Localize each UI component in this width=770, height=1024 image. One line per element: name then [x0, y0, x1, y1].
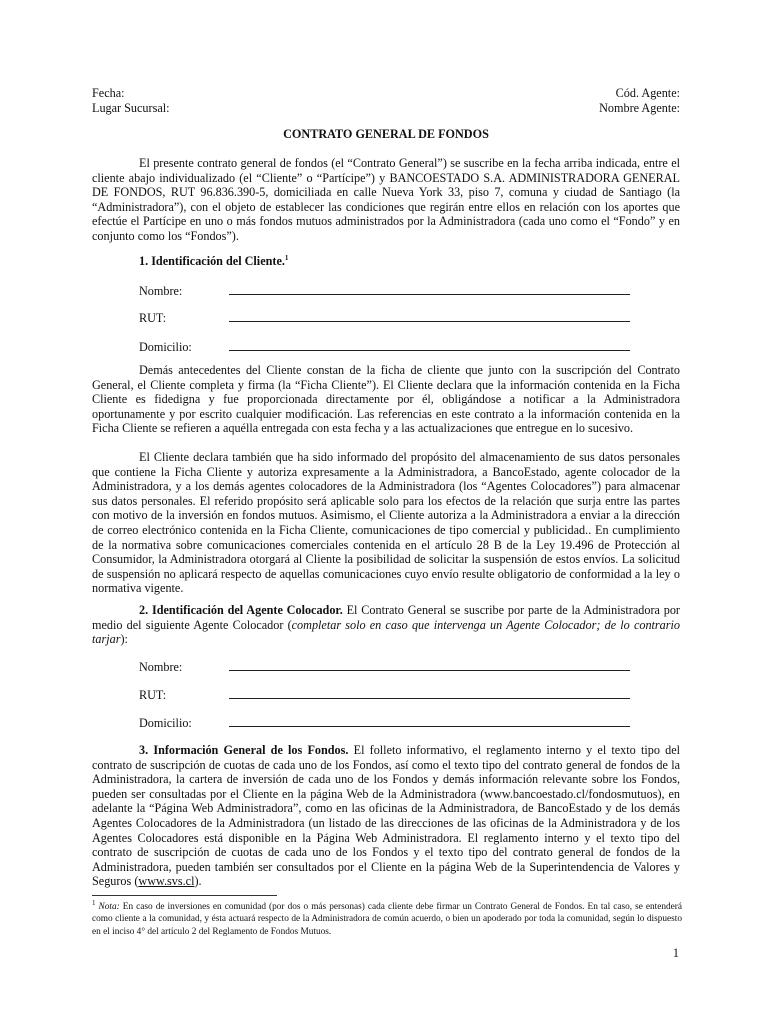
- section1-paragraph-1: Demás antecedentes del Cliente constan de la ficha de cliente que junto con la suscripción del Contrato General, el Cliente completa y firma (la “Ficha Cliente”). El Cliente declara que la información contenida en la Ficha Cliente es fidedigna y fue proporcionada directamente por él, obligándose a notificar a la Administradora oportunamente y por escrito cualquier modificación. Las referencias en este contrato a la información contenida en la Ficha Cliente se refieren a aquélla entregada con esta fecha y a las actualizaciones que entregue en lo sucesivo.: [92, 363, 680, 436]
- agent-name-label: Nombre:: [139, 660, 183, 674]
- header-lugar-sucursal: Lugar Sucursal:: [92, 101, 170, 115]
- intro-paragraph: El presente contrato general de fondos (el “Contrato General”) se suscribe en la fecha arriba indicada, entre el cliente abajo individualizado (el “Cliente” o “Partícipe”) y BANCOESTADO S.A. ADMINISTRADORA GENERAL DE FONDOS, RUT 96.836.390-5, domiciliada en calle Nueva York 33, piso 7, comuna y ciudad de Santiago (la “Administradora”), con el objeto de establecer las condiciones que regirán entre ellos en relación con los aportes que efectúe el Partícipe en uno o más fondos mutuos administrados por la Administradora (cada uno como el “Fondo” y en conjunto como los “Fondos”).: [92, 156, 680, 243]
- client-rut-label: RUT:: [139, 311, 167, 325]
- section2-heading: 2. Identificación del Agente Colocador.: [139, 603, 343, 617]
- client-name-label: Nombre:: [139, 284, 183, 298]
- section1-heading: [139, 254, 288, 269]
- svs-link[interactable]: www.svs.cl: [138, 874, 195, 889]
- section3-text: El folleto informativo, el reglamento interno y el texto tipo del contrato de suscripción de cuotas de cada uno de los Fondos, así como el texto tipo del contrato general de fondos de la Administradora, la cartera de inversión de cada uno de los Fondos y demás información relevante sobre los Fondos, pueden ser consultadas por el Cliente en la página Web de la Administradora (www.bancoestado.cl/fondosmutuos), en adelante la “Página Web Administradora”, como en las oficinas de la Administradora, de BancoEstado y de los demás Agentes Colocadores de la Administradora (un listado de las direcciones de las oficinas de la Administradora y de los Agentes Colocadores está disponible en la Página Web Administradora. El reglamento interno y el texto tipo del contrato de suscripción de cuotas de cada uno de los Fondos y el texto tipo del contrato general de fondos de la Administradora, pueden también ser consultados por el Cliente en la página Web de la Superintendencia de Valores y Seguros (: [92, 743, 680, 889]
- agent-name-line[interactable]: [229, 670, 630, 671]
- footnote-label: Nota:: [98, 902, 120, 912]
- footnote-divider: [92, 895, 277, 896]
- client-domicilio-line[interactable]: [229, 350, 630, 351]
- agent-domicilio-line[interactable]: [229, 726, 630, 727]
- footnote: [92, 898, 683, 938]
- section2-paragraph: [92, 603, 680, 647]
- agent-rut-line[interactable]: [229, 698, 630, 699]
- section3-text-end: ).: [194, 874, 202, 889]
- footnote-number: 1: [92, 898, 96, 907]
- section2-text-end: ):: [120, 632, 128, 647]
- client-domicilio-label: Domicilio:: [139, 340, 192, 354]
- client-name-line[interactable]: [229, 294, 630, 295]
- page-number: 1: [672, 946, 679, 960]
- agent-domicilio-label: Domicilio:: [139, 716, 192, 730]
- section3-heading: 3. Información General de los Fondos.: [139, 743, 349, 757]
- client-rut-line[interactable]: [229, 321, 630, 322]
- section2-italic-note: completar solo en caso que intervenga un Agente Colocador; de lo contrario tarjar: [92, 617, 680, 647]
- section1-heading-text: 1. Identificación del Cliente.: [139, 254, 285, 268]
- header-nombre-agente: Nombre Agente:: [599, 101, 680, 115]
- section3-paragraph: [92, 743, 680, 889]
- section1-paragraph-2: El Cliente declara también que ha sido informado del propósito del almacenamiento de sus datos personales que contiene la Ficha Cliente y autoriza expresamente a la Administradora, a BancoEstado, agente colocador de la Administradora, y a los demás agentes colocadores de la Administradora (los “Agentes Colocadores”) para almacenar sus datos personales. El referido propósito será aplicable solo para los efectos de la relación que surja entre las partes con motivo de la inversión en fondos mutuos. Asimismo, el Cliente autoriza a la Administradora a enviar a la dirección de correo electrónico contenida en la Ficha Cliente, comunicaciones de tipo comercial y publicidad.. En cumplimiento de la normativa sobre comunicaciones comerciales contenida en el artículo 28 B de la Ley 19.496 de Protección al Consumidor, la Administradora otorgará al Cliente la posibilidad de solicitar la suspensión de estos envíos. La solicitud de suspensión no aplicará respecto de aquellas comunicaciones cuyo envío resulte obligatorio de conformidad a la ley o normativa vigente.: [92, 450, 680, 596]
- footnote-text: En caso de inversiones en comunidad (por dos o más personas) cada cliente debe firmar un Contrato General de Fondos. En tal caso, se entenderá como cliente a la comunidad, y ésta actuará respecto de la Administradora de común acuerdo, o bien un apoderado por toda la comunidad, según lo dispuesto en el inciso 4° del artículo 2 del Reglamento de Fondos Mutuos.: [92, 902, 683, 937]
- header-fecha: Fecha:: [92, 86, 125, 100]
- footnote-ref: 1: [284, 253, 289, 262]
- agent-rut-label: RUT:: [139, 688, 167, 702]
- header-cod-agente: Cód. Agente:: [615, 86, 680, 100]
- document-title: CONTRATO GENERAL DE FONDOS: [283, 127, 489, 141]
- section2-text: El Contrato General se suscribe por parte de la Administradora por medio del siguiente Agente Colocador (: [92, 603, 680, 632]
